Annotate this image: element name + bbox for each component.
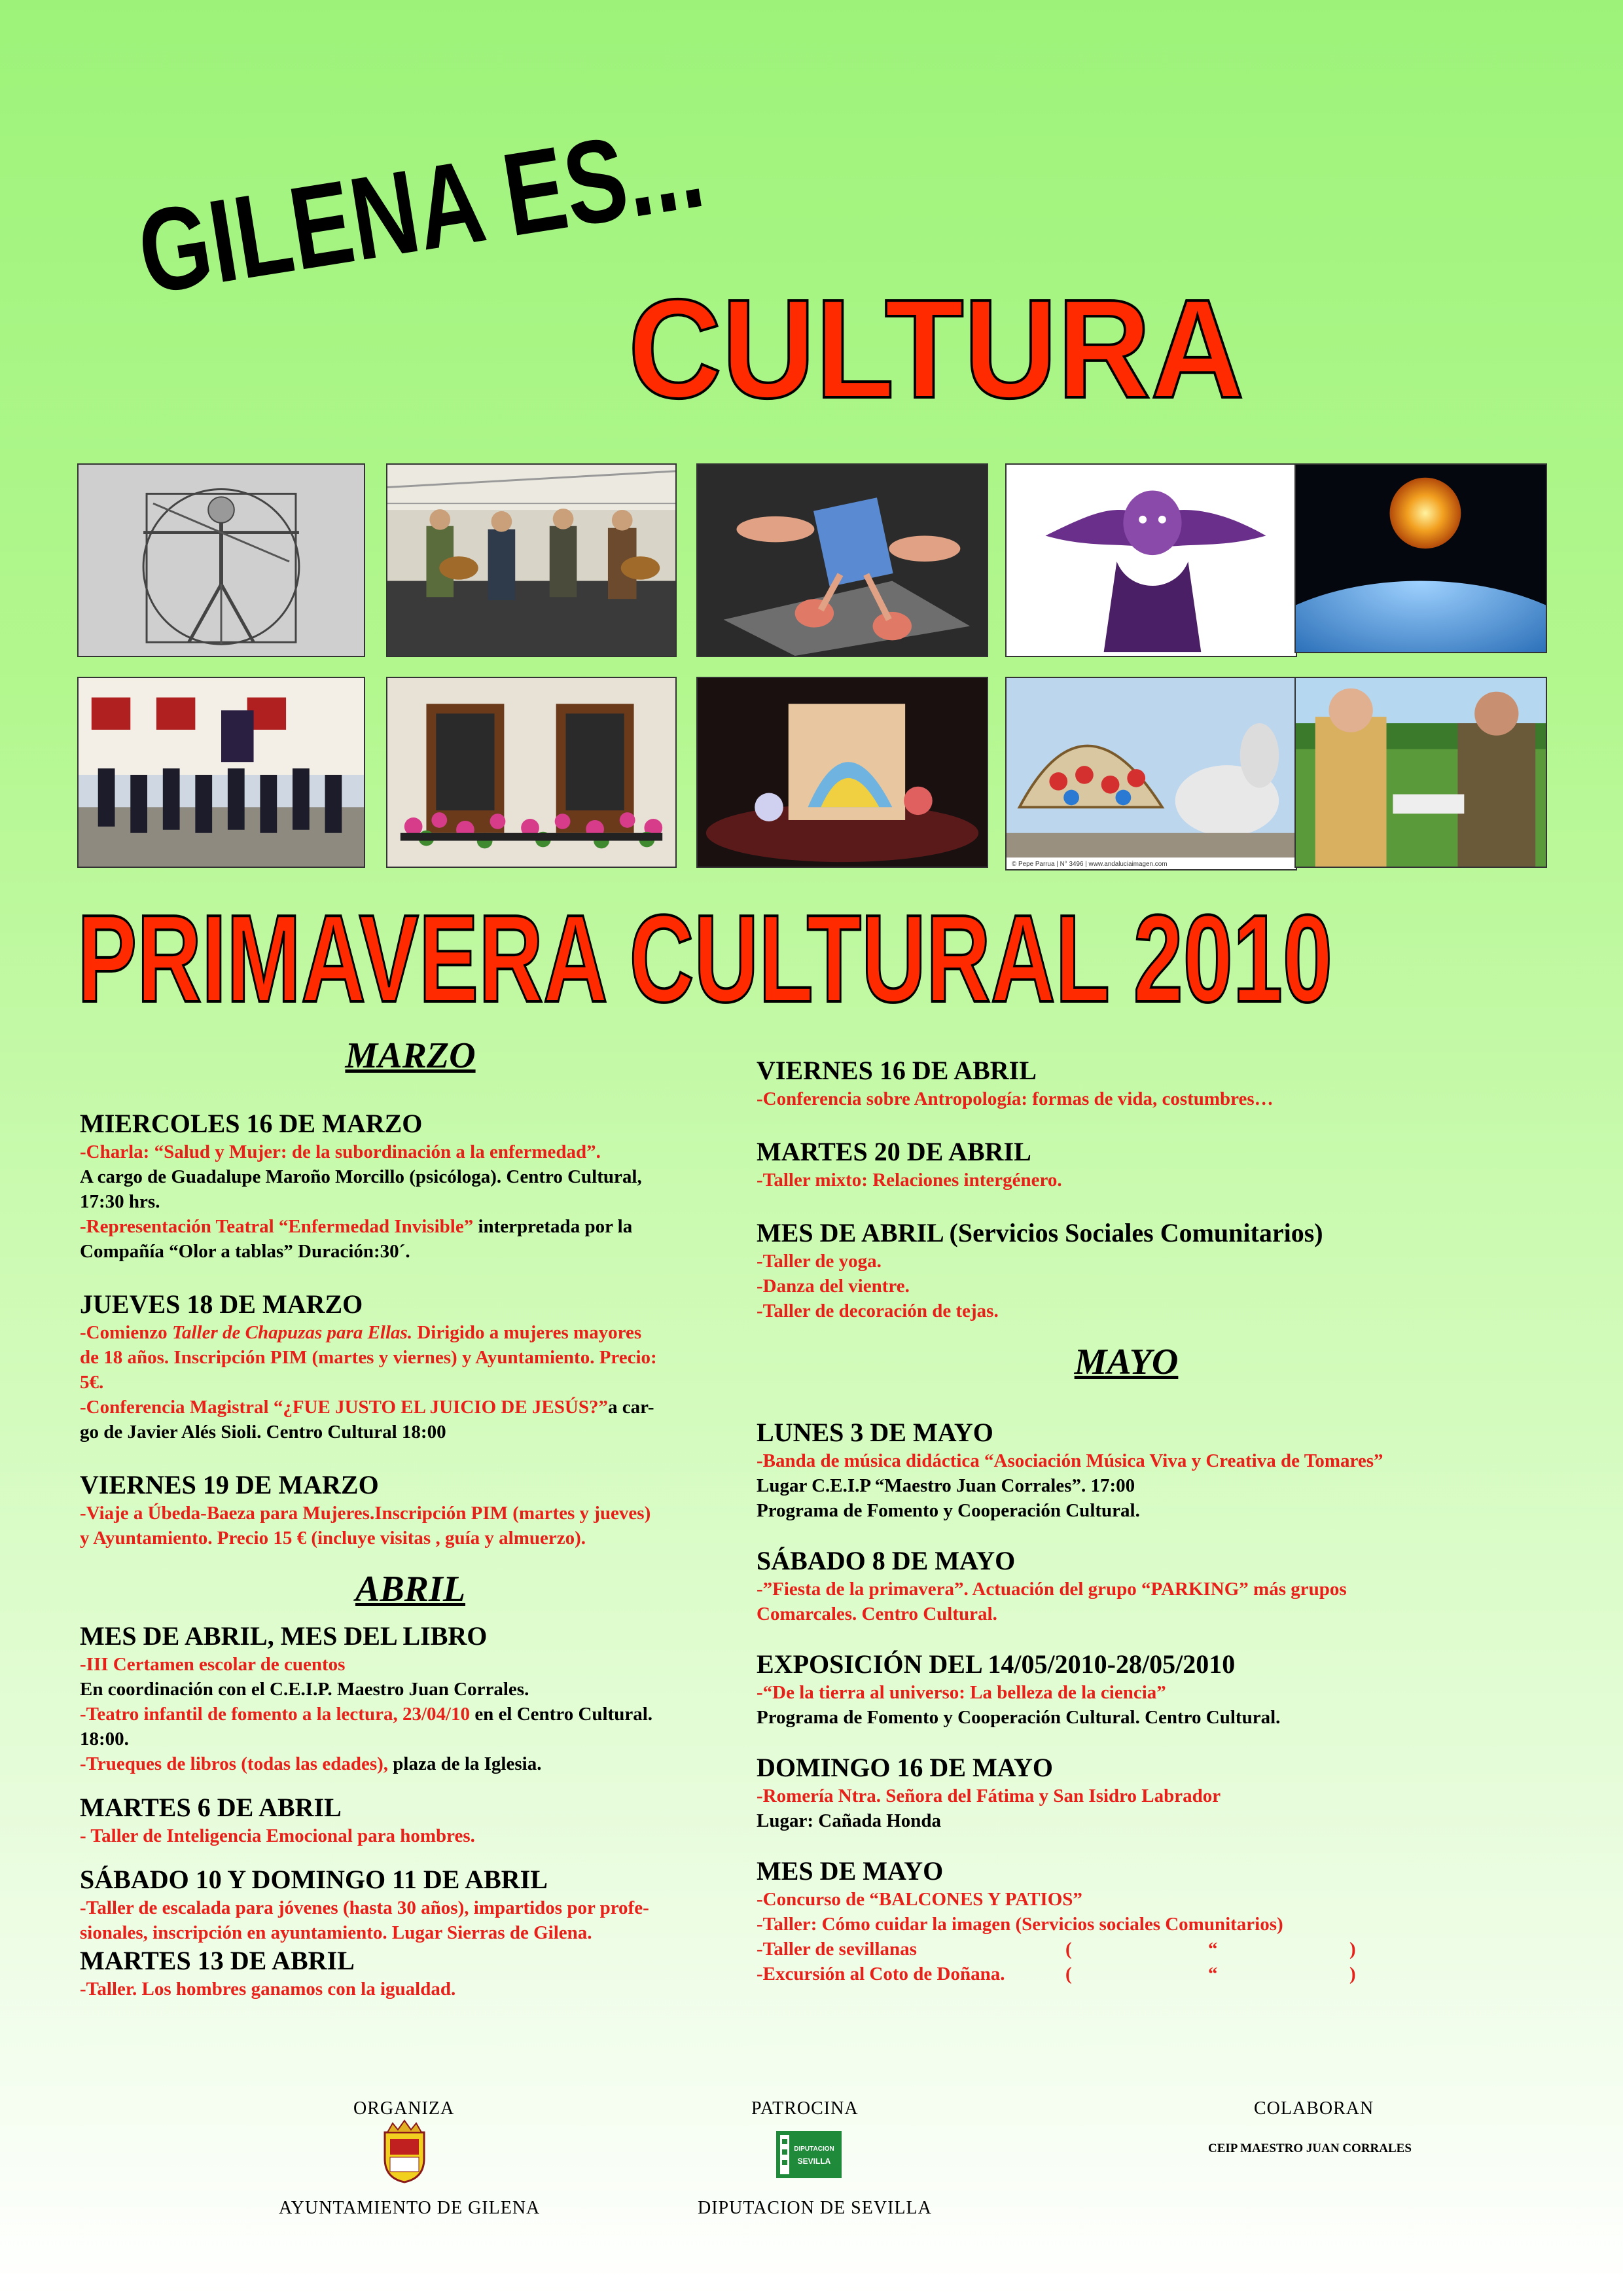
event-domingo-16-mayo: [757, 1752, 1496, 1833]
photo-book-sculpture: [696, 463, 988, 657]
sevilla-logo-text: SEVILLA: [797, 2157, 831, 2166]
event-date: MIERCOLES 16 DE MARZO: [80, 1109, 423, 1139]
ditto-mark: “: [1208, 1964, 1218, 1985]
event-title: PRIMAVERA CULTURAL 2010: [77, 889, 1333, 1028]
event-date-rest: (Servicios Sociales Comunitarios): [942, 1218, 1323, 1247]
photo-caricature: [1005, 463, 1297, 657]
event-date: LUNES 3 DE MAYO: [757, 1418, 993, 1448]
ditto-open: (: [1065, 1964, 1072, 1985]
month-heading-mayo: MAYO: [1074, 1342, 1179, 1382]
photo-romeria: [1005, 677, 1297, 870]
event-line: Compañía “Olor a tablas” Duración:30´.: [80, 1241, 410, 1263]
event-line: -Concurso de “BALCONES Y PATIOS”: [757, 1889, 1082, 1910]
event-line: Lugar C.E.I.P “Maestro Juan Corrales”. 17:00: [757, 1475, 1135, 1497]
event-sabado-10-domingo-11-abril: [80, 1864, 741, 1945]
event-line-red: -Trueques de libros (todas las edades),: [80, 1753, 389, 1775]
event-line: -Conferencia sobre Antropología: formas de vida, costumbres…: [757, 1088, 1274, 1109]
event-martes-6-abril: [80, 1792, 741, 1848]
event-line: -Taller: Cómo cuidar la imagen (Servicios sociales Comunitarios): [757, 1914, 1283, 1935]
event-line-red: -Conferencia Magistral “¿FUE JUSTO EL JUICIO DE JESÚS?”: [80, 1397, 608, 1418]
photo-marching-band: [77, 677, 365, 868]
event-line: -Taller. Los hombres ganamos con la igualdad.: [80, 1979, 456, 2000]
event-line: -Viaje a Úbeda-Baeza para Mujeres.Inscripción PIM (martes y jueves): [80, 1503, 651, 1524]
event-date: VIERNES 19 DE MARZO: [80, 1470, 379, 1500]
event-line: [80, 1751, 741, 1776]
event-line-red: -Representación Teatral “Enfermedad Invisible”: [80, 1216, 474, 1238]
event-line: sionales, inscripción en ayuntamiento. Lugar Sierras de Gilena.: [80, 1922, 592, 1944]
event-date-bold: MES DE ABRIL: [757, 1218, 943, 1247]
event-martes-13-abril: [80, 1945, 741, 2001]
event-line: [80, 1320, 741, 1345]
month-heading-abril: ABRIL: [355, 1569, 466, 1610]
event-line-red: -Comienzo: [80, 1322, 172, 1344]
footer-organiza-label: ORGANIZA: [353, 2098, 455, 2119]
ditto-open: (: [1065, 1939, 1072, 1960]
event-line-black: interpretada por la: [473, 1216, 633, 1238]
event-line: [757, 1937, 1496, 1962]
photo-outdoor-workshop: [1294, 677, 1547, 868]
event-line: Programa de Fomento y Cooperación Cultural. Centro Cultural.: [757, 1707, 1281, 1729]
event-line: -Taller mixto: Relaciones intergénero.: [757, 1170, 1062, 1191]
event-line: En coordinación con el C.E.I.P. Maestro Juan Corrales.: [80, 1679, 529, 1700]
event-date: MES DE MAYO: [757, 1856, 944, 1886]
event-date: SÁBADO 10 Y DOMINGO 11 DE ABRIL: [80, 1865, 548, 1895]
event-line: -”Fiesta de la primavera”. Actuación del grupo “PARKING” más grupos: [757, 1579, 1347, 1600]
event-line: -Charla: “Salud y Mujer: de la subordinación a la enfermedad”.: [80, 1141, 601, 1163]
event-line: -Taller de escalada para jóvenes (hasta 30 años), impartidos por profe-: [80, 1897, 649, 1919]
event-viernes-16-abril: [757, 1055, 1496, 1111]
event-line: 17:30 hrs.: [80, 1191, 160, 1213]
event-date: VIERNES 16 DE ABRIL: [757, 1056, 1037, 1085]
left-column: [80, 1034, 741, 2001]
diputacion-logo-text: DIPUTACION: [794, 2145, 834, 2153]
footer-sponsor-name: DIPUTACION DE SEVILLA: [698, 2198, 932, 2218]
event-mes-de-abril-servicios: [757, 1217, 1496, 1323]
event-line: go de Javier Alés Sioli. Centro Cultural 18:00: [80, 1422, 446, 1443]
event-date: MARTES 20 DE ABRIL: [757, 1137, 1031, 1166]
diputacion-sevilla-logo: [776, 2131, 842, 2178]
colaborador-name: CEIP MAESTRO JUAN CORRALES: [1208, 2142, 1412, 2155]
event-line-text: -Excursión al Coto de Doñana.: [757, 1964, 1005, 1985]
event-line-red: -Teatro infantil de fomento a la lectura, 23/04/10: [80, 1704, 471, 1725]
headline-gilena-es: GILENA ES...: [130, 100, 712, 319]
event-line: y Ayuntamiento. Precio 15 € (incluye visitas , guía y almuerzo).: [80, 1528, 586, 1549]
ayuntamiento-crest-logo: [378, 2119, 431, 2183]
photo-folk-band: [386, 463, 677, 657]
event-line-black: a car-: [607, 1397, 654, 1418]
event-line: Lugar: Cañada Honda: [757, 1810, 942, 1832]
ditto-close: ): [1349, 1964, 1356, 1985]
event-date: EXPOSICIÓN DEL 14/05/2010-28/05/2010: [757, 1649, 1236, 1679]
event-line: - Taller de Inteligencia Emocional para hombres.: [80, 1825, 475, 1847]
event-date: SÁBADO 8 DE MAYO: [757, 1546, 1016, 1576]
event-line: -Romería Ntra. Señora del Fátima y San Isidro Labrador: [757, 1785, 1221, 1807]
event-line-text: -Taller de sevillanas: [757, 1939, 917, 1960]
month-heading-marzo: MARZO: [345, 1035, 476, 1076]
event-mes-del-libro: [80, 1621, 741, 1776]
event-line: -III Certamen escolar de cuentos: [80, 1654, 346, 1676]
ditto-mark: “: [1208, 1939, 1218, 1960]
photo-vitruvian-man: [77, 463, 365, 657]
event-miercoles-16-marzo: [80, 1108, 741, 1264]
event-date: [757, 1217, 1496, 1249]
photo-planet: [1294, 463, 1547, 653]
event-jueves-18-marzo: [80, 1289, 741, 1444]
event-date: MARTES 13 DE ABRIL: [80, 1946, 355, 1976]
headline-cultura: CULTURA: [628, 270, 1245, 427]
event-viernes-19-marzo: [80, 1469, 741, 1551]
event-martes-20-abril: [757, 1136, 1496, 1193]
event-line: -Taller de decoración de tejas.: [757, 1300, 999, 1321]
event-line: 18:00.: [80, 1729, 129, 1750]
event-line: -Taller de yoga.: [757, 1251, 882, 1272]
event-line: -Danza del vientre.: [757, 1276, 910, 1297]
event-line-red: Dirigido a mujeres mayores: [412, 1322, 642, 1344]
event-line: [80, 1214, 741, 1239]
event-line: -Banda de música didáctica “Asociación Música Viva y Creativa de Tomares”: [757, 1450, 1383, 1472]
photo-puppet-theatre: [696, 677, 988, 868]
event-line: 5€.: [80, 1372, 104, 1393]
event-sabado-8-mayo: [757, 1545, 1496, 1626]
event-line: A cargo de Guadalupe Maroño Morcillo (psicóloga). Centro Cultural,: [80, 1166, 642, 1188]
event-line: [80, 1702, 741, 1727]
ditto-close: ): [1349, 1939, 1356, 1960]
event-line: Programa de Fomento y Cooperación Cultural.: [757, 1500, 1140, 1522]
footer-patrocina-label: PATROCINA: [751, 2098, 859, 2119]
event-line: [757, 1962, 1496, 1986]
event-line-black: en el Centro Cultural.: [470, 1704, 653, 1725]
photo-balcony: [386, 677, 677, 868]
photo-romeria-caption: © Pepe Parrua | N° 3496 | www.andaluciaimagen.com: [1011, 861, 1168, 869]
event-date: DOMINGO 16 DE MAYO: [757, 1753, 1053, 1783]
event-line: Comarcales. Centro Cultural.: [757, 1604, 997, 1625]
event-line-black: plaza de la Iglesia.: [388, 1753, 542, 1775]
footer-organizer-name: AYUNTAMIENTO DE GILENA: [279, 2198, 541, 2218]
event-mes-de-mayo: [757, 1856, 1496, 1986]
event-lunes-3-mayo: [757, 1417, 1496, 1523]
footer-colaboran-label: COLABORAN: [1254, 2098, 1374, 2119]
event-date: JUEVES 18 DE MARZO: [80, 1289, 363, 1319]
event-line: -“De la tierra al universo: La belleza de la ciencia”: [757, 1682, 1166, 1704]
event-line-red-italic: Taller de Chapuzas para Ellas.: [171, 1322, 413, 1344]
event-line: de 18 años. Inscripción PIM (martes y viernes) y Ayuntamiento. Precio:: [80, 1347, 657, 1369]
right-column: [757, 1055, 1496, 1986]
event-date: MES DE ABRIL, MES DEL LIBRO: [80, 1621, 488, 1651]
event-line: [80, 1395, 741, 1420]
event-date: MARTES 6 DE ABRIL: [80, 1793, 342, 1823]
event-exposicion: [757, 1649, 1496, 1730]
